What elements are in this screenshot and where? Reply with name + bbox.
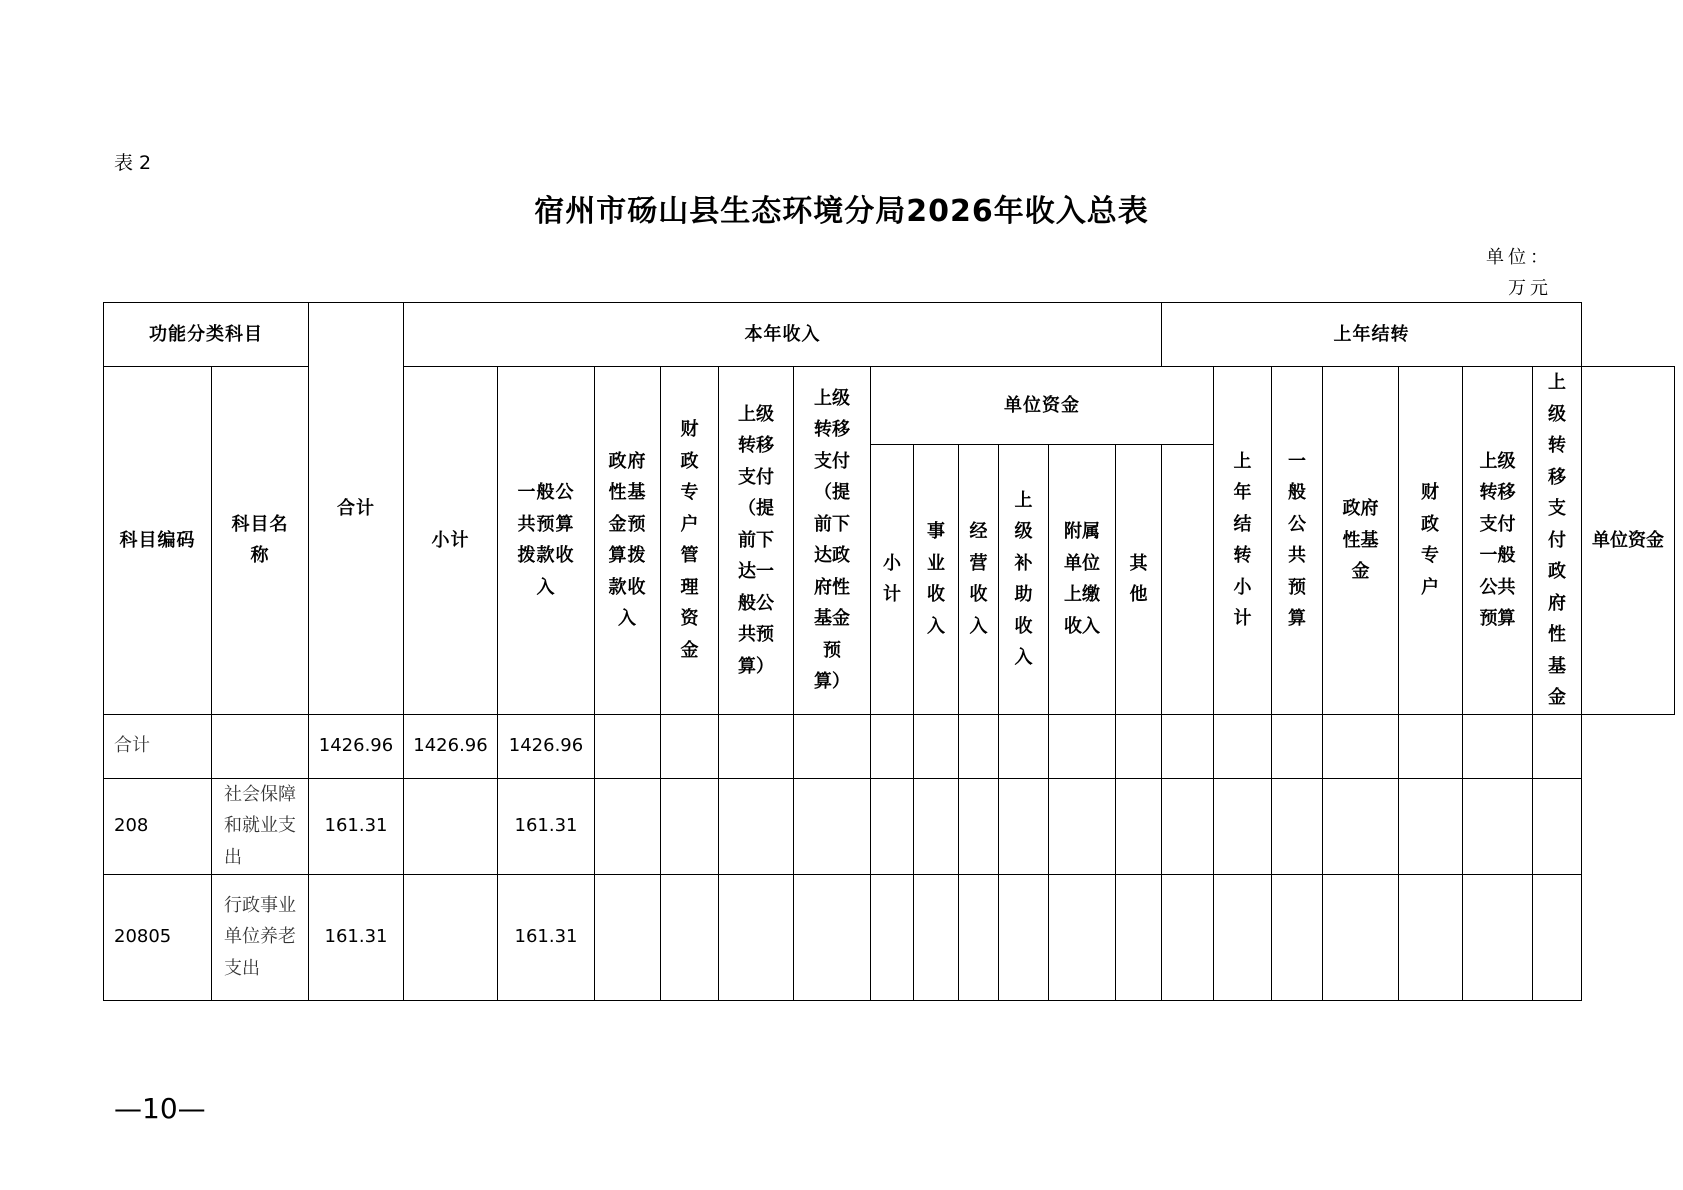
header-gov-fund-budget: 政府性基金预算拨款收入	[595, 367, 661, 715]
row-code: 208	[104, 778, 212, 874]
header-affiliated-remittance: 附属单位上缴收入	[1049, 444, 1116, 714]
header-carry-unit-funds: 单位资金	[1582, 367, 1675, 715]
row-code: 20805	[104, 874, 212, 1000]
income-summary-table	[103, 302, 1675, 1001]
page-number: —10—	[114, 1092, 206, 1125]
row-subtotal	[404, 778, 498, 874]
row-total: 161.31	[309, 778, 404, 874]
header-subtotal: 小计	[404, 367, 498, 715]
header-total: 合计	[309, 303, 404, 715]
header-carry-transfer-gov-fund: 上级转移支付政府性基金	[1533, 367, 1582, 715]
header-prior-carryover: 上年结转	[1162, 303, 1582, 367]
row-total: 161.31	[309, 874, 404, 1000]
row-general: 161.31	[498, 778, 595, 874]
row-general: 1426.96	[498, 714, 595, 778]
header-fiscal-special-account: 财政专户管理资金	[661, 367, 719, 715]
header-current-income: 本年收入	[404, 303, 1162, 367]
page-title: 宿州市砀山县生态环境分局2026年收入总表	[534, 194, 1149, 229]
header-carry-transfer-general: 上级转移支付一般公共预算	[1463, 367, 1533, 715]
row-subtotal	[404, 874, 498, 1000]
header-carry-subtotal: 上年结转小计	[1214, 367, 1272, 715]
header-carry-general: 一般公共预算	[1272, 367, 1323, 715]
header-carry-gov-fund: 政府性基金	[1323, 367, 1399, 715]
row-name: 社会保障和就业支出	[212, 778, 309, 874]
header-operating-income: 经营收入	[959, 444, 999, 714]
header-subject-name: 科目名称	[212, 367, 309, 715]
header-unit-subtotal: 小计	[871, 444, 914, 714]
row-subtotal: 1426.96	[404, 714, 498, 778]
header-transfer-gov-fund-early: 上级转移支付（提前下达政府性基金预算）	[794, 367, 871, 715]
header-transfer-general-early: 上级转移支付（提前下达一般公共预算）	[719, 367, 794, 715]
header-carry-fiscal-account: 财政专户	[1399, 367, 1463, 715]
unit-label: 单位：万元	[1486, 247, 1552, 299]
row-name: 行政事业单位养老支出	[212, 874, 309, 1000]
row-name	[212, 714, 309, 778]
table-row	[104, 714, 1675, 778]
header-superior-subsidy: 上级补助收入	[999, 444, 1049, 714]
table-row	[104, 874, 1675, 1000]
header-subject-code: 科目编码	[104, 367, 212, 715]
row-code: 合计	[104, 714, 212, 778]
table-label: 表 2	[114, 152, 152, 174]
header-business-income: 事业收入	[914, 444, 959, 714]
header-unit-funds: 单位资金	[871, 367, 1214, 445]
row-general: 161.31	[498, 874, 595, 1000]
row-total: 1426.96	[309, 714, 404, 778]
header-other: 其他	[1116, 444, 1162, 714]
header-general-public-budget: 一般公共预算拨款收入	[498, 367, 595, 715]
header-functional-category: 功能分类科目	[104, 303, 309, 367]
table-row	[104, 778, 1675, 874]
